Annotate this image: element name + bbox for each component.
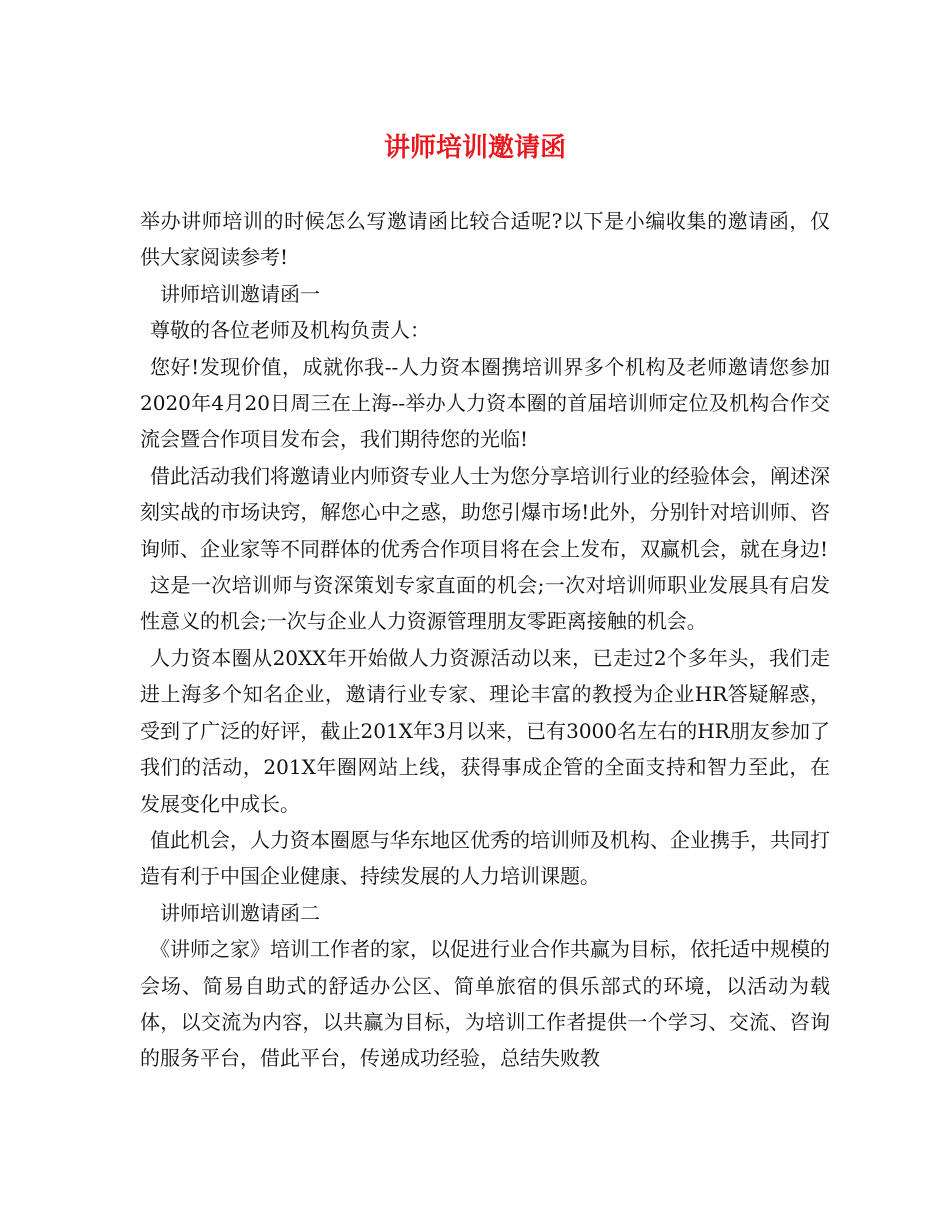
document-body: [140, 203, 830, 1077]
intro-paragraph: 举办讲师培训的时候怎么写邀请函比较合适呢?以下是小编收集的邀请函，仅供大家阅读参考!: [140, 209, 830, 270]
paragraph-opportunity: 这是一次培训师与资深策划专家直面的机会;一次对培训师职业发展具有启发性意义的机会;一次与企业人力资源管理朋友零距离接触的机会。: [140, 573, 830, 634]
paragraph-history: 人力资本圈从20XX年开始做人力资源活动以来，已走过2个多年头，我们走进上海多个知名企业，邀请行业专家、理论丰富的教授为企业HR答疑解惑，受到了广泛的好评，截止201X年3月以来，已有3000名左右的HR朋友参加了我们的活动，201X年圈网站上线，获得事成企管的全面支持和智力至此，在发展变化中成长。: [140, 645, 830, 816]
document-title: 讲师培训邀请函: [383, 133, 566, 163]
paragraph-cooperation: 值此机会，人力资本圈愿与华东地区优秀的培训师及机构、企业携手，共同打造有利于中国企业健康、持续发展的人力培训课题。: [140, 827, 830, 889]
paragraph-lecturer-home: 《讲师之家》培训工作者的家，以促进行业合作共赢为目标，依托适中规模的会场、简易自助式的舒适办公区、简单旅宿的俱乐部式的环境，以活动为载体，以交流为内容，以共赢为目标，为培训工作者提供一个学习、交流、咨询的服务平台，借此平台，传递成功经验，总结失败教: [140, 937, 830, 1071]
paragraph-greeting: 您好!发现价值，成就你我--人力资本圈携培训界多个机构及老师邀请您参加2020年4月20日周三在上海--举办人力资本圈的首届培训师定位及机构合作交流会暨合作项目发布会，我们期待您的光临!: [140, 354, 830, 452]
paragraph-activity: 借此活动我们将邀请业内师资专业人士为您分享培训行业的经验体会，阐述深刻实战的市场诀窍，解您心中之惑，助您引爆市场!此外，分别针对培训师、咨询师、企业家等不同群体的优秀合作项目将在会上发布，双赢机会，就在身边!: [140, 463, 830, 561]
section-heading-one: 讲师培训邀请函一: [160, 281, 320, 306]
section-heading-two: 讲师培训邀请函二: [160, 900, 320, 925]
salutation: 尊敬的各位老师及机构负责人：: [150, 318, 430, 343]
